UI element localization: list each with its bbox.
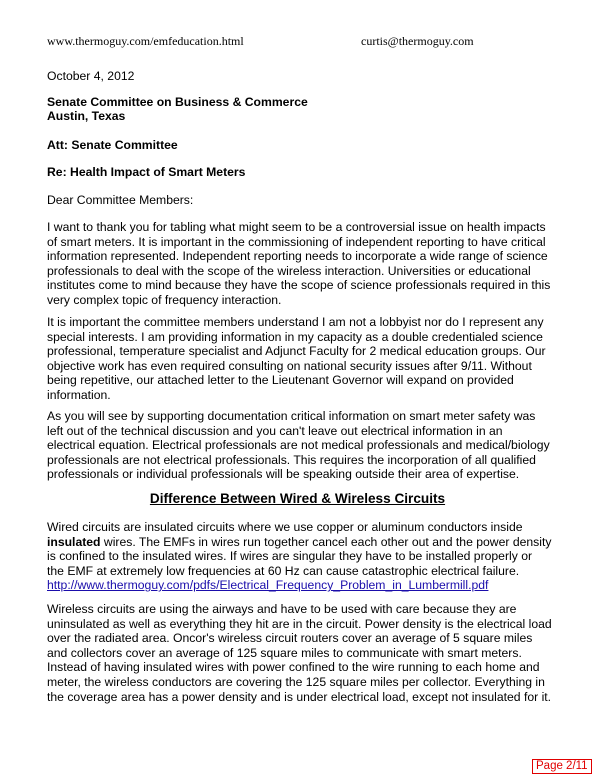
header-email: curtis@thermoguy.com — [361, 34, 474, 48]
paragraph-4-start: Wired circuits are insulated circuits where we use copper or aluminum conductors inside — [47, 520, 523, 534]
paragraph-4 — [47, 520, 552, 593]
salutation: Dear Committee Members: — [47, 193, 194, 207]
paragraph-4-rest: wires. The EMFs in wires run together cancel each other out and the power density is confined to the insulated wires. If wires are singular they have to be installed properly or the EMF at extremely low frequencies at 60 Hz can cause catastrophic electrical failure. — [47, 534, 552, 578]
attention-line: Att: Senate Committee — [47, 138, 178, 152]
header-url: www.thermoguy.com/emfeducation.html — [47, 34, 244, 48]
recipient-line-2: Austin, Texas — [47, 108, 126, 123]
paragraph-3: As you will see by supporting documentation critical information on smart meter safety was left out of the technical discussion and you can't leave out electrical information in an electrical equation. Electrical professionals are not medical professionals and medical/biology professionals are not electrical professionals. This requires the incorporation of all qualified professionals or individual professionals will be speaking outside their area of expertise. — [47, 409, 550, 482]
subject-line: Re: Health Impact of Smart Meters — [47, 165, 246, 179]
page-number-badge: Page 2/11 — [532, 759, 592, 774]
paragraph-2: It is important the committee members understand I am not a lobbyist nor do I represent any special interests. I am providing information in my capacity as a double credentialed science professional, temperature specialist and Adjunct Faculty for 2 medical education groups. Our objective work has even required consulting on national security issues after 9/11. Without being repetitive, our attached letter to the Lieutenant Governor will expand on provided information. — [47, 315, 546, 402]
lumbermill-pdf-link[interactable]: http://www.thermoguy.com/pdfs/Electrical_Frequency_Problem_in_Lumbermill.pdf — [47, 578, 489, 593]
recipient-block — [47, 96, 552, 123]
paragraph-1: I want to thank you for tabling what might seem to be a controversial issue on health impacts of smart meters. It is important in the commissioning of independent reporting to have critical information represented. Independent reporting needs to incorporate a wide range of science professionals to deal with the scope of the wireless interaction. Universities or educational institutes come to mind because they have the scope of science professionals required in this very complex topic of frequency interaction. — [47, 220, 551, 307]
section-title: Difference Between Wired & Wireless Circuits — [149, 491, 446, 506]
paragraph-4-bold: insulated — [47, 534, 101, 549]
paragraph-5: Wireless circuits are using the airways and have to be used with care because they are uninsulated as well as everything they hit are in the circuit. Power density is the electrical load over the radiated area. Oncor's wireless circuit routers cover an average of 5 square miles and collectors cover an average of 125 square miles to communicate with smart meters. Instead of having insulated wires with power confined to the wire running to each home and meter, the wireless conductors are covering the 125 square miles per collector. Everything in the coverage area has a power density and is under electrical load, except not insulated for it. — [47, 602, 552, 704]
letter-date: October 4, 2012 — [47, 69, 135, 83]
recipient-line-1: Senate Committee on Business & Commerce — [47, 95, 308, 109]
